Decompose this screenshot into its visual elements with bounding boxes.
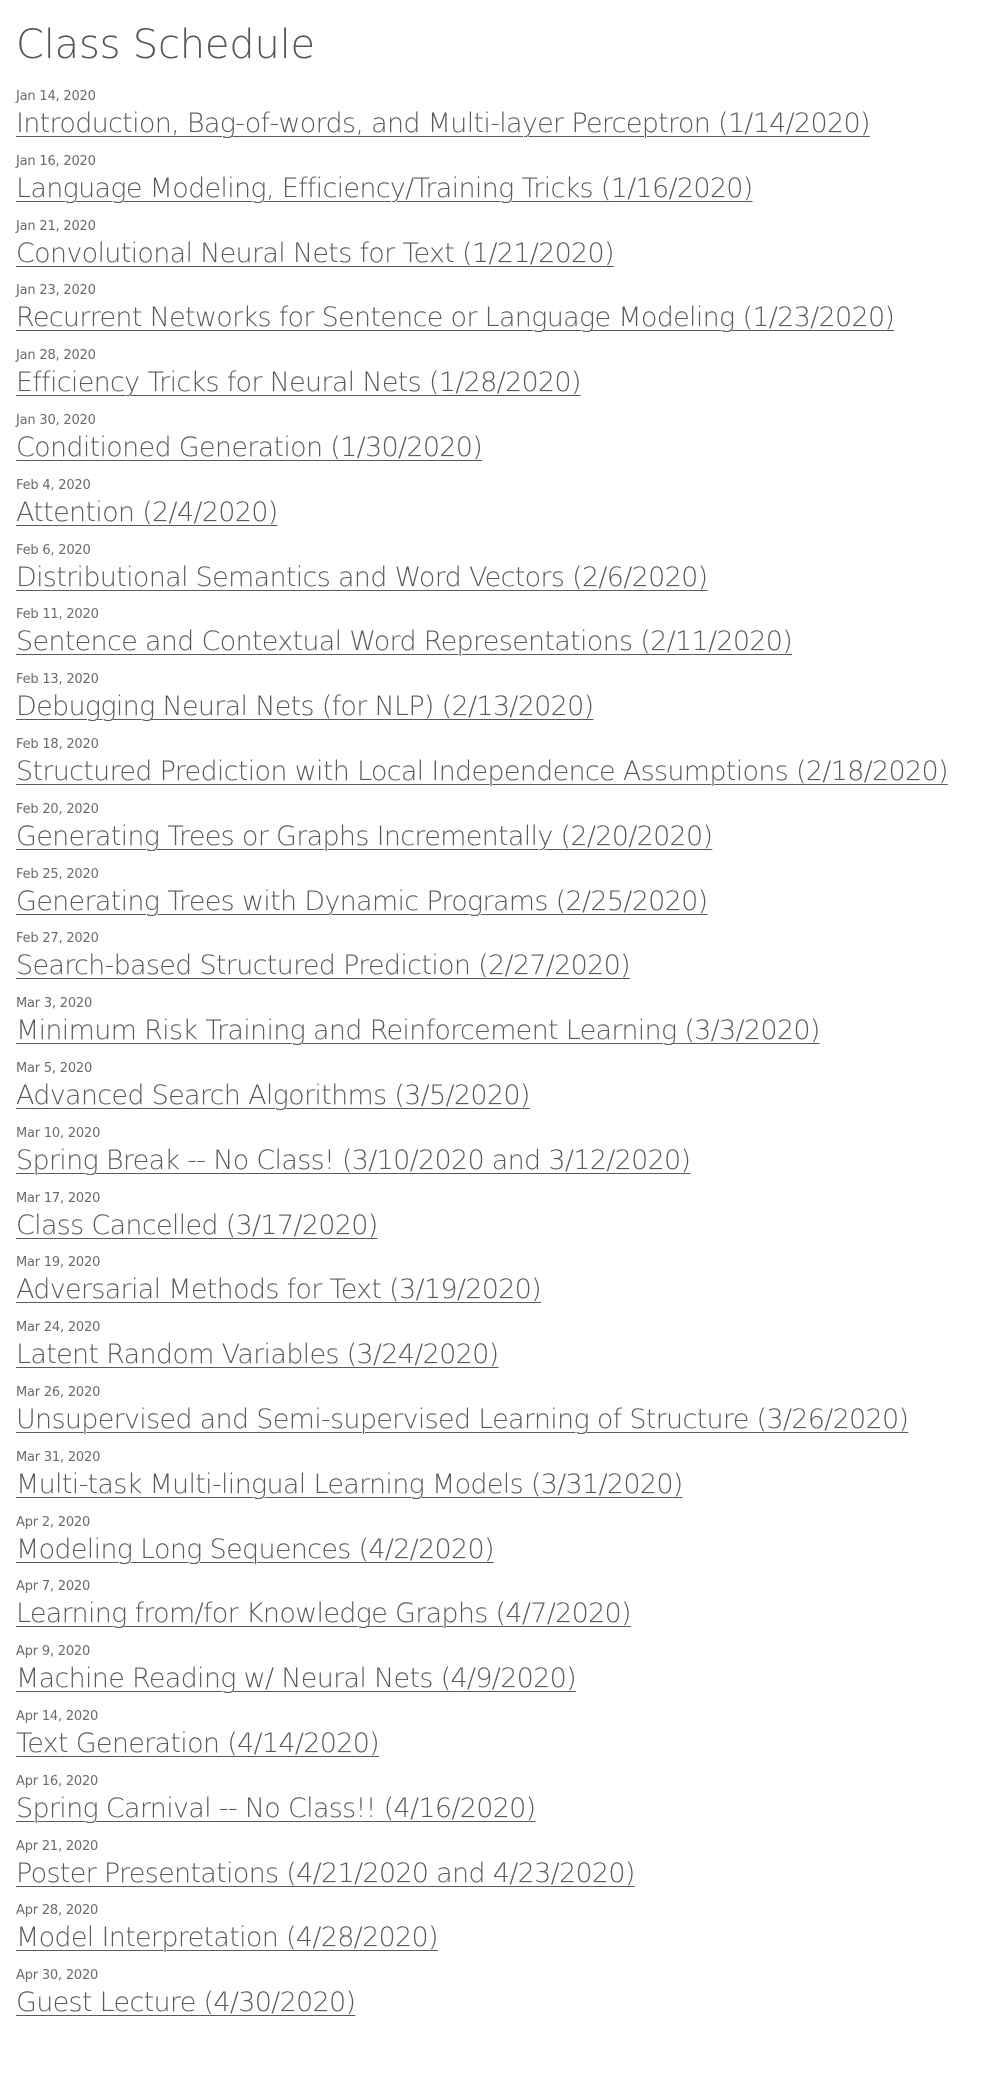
lecture-date: Apr 7, 2020 — [16, 1579, 91, 1595]
schedule-item — [16, 216, 981, 281]
lecture-date: Jan 30, 2020 — [16, 412, 96, 428]
lecture-link[interactable]: Guest Lecture (4/30/2020) — [16, 1987, 356, 2019]
lecture-link[interactable]: Debugging Neural Nets (for NLP) (2/13/2020) — [16, 691, 594, 723]
schedule-item — [16, 1252, 981, 1317]
lecture-link[interactable]: Multi-task Multi-lingual Learning Models (3/31/2020) — [16, 1468, 683, 1500]
lecture-date: Mar 3, 2020 — [16, 996, 93, 1012]
lecture-link[interactable]: Model Interpretation (4/28/2020) — [16, 1922, 438, 1954]
schedule-item — [16, 1965, 981, 2030]
lecture-link[interactable]: Spring Carnival -- No Class!! (4/16/2020) — [16, 1792, 536, 1824]
lecture-link[interactable]: Adversarial Methods for Text (3/19/2020) — [16, 1274, 541, 1306]
lecture-link[interactable]: Minimum Risk Training and Reinforcement Learning (3/3/2020) — [16, 1015, 820, 1047]
schedule-list — [16, 86, 981, 2030]
lecture-link[interactable]: Poster Presentations (4/21/2020 and 4/23/2020) — [16, 1857, 635, 1889]
lecture-date: Jan 16, 2020 — [16, 153, 96, 169]
lecture-date: Mar 31, 2020 — [16, 1449, 101, 1465]
lecture-date: Jan 14, 2020 — [16, 89, 96, 104]
lecture-date: Feb 20, 2020 — [16, 801, 99, 817]
lecture-link[interactable]: Text Generation (4/14/2020) — [16, 1727, 380, 1759]
schedule-item — [16, 410, 981, 475]
schedule-item — [16, 1447, 981, 1512]
schedule-item — [16, 1058, 981, 1123]
lecture-date: Feb 13, 2020 — [16, 672, 99, 688]
schedule-item — [16, 799, 981, 864]
schedule-item — [16, 151, 981, 216]
lecture-link[interactable]: Class Cancelled (3/17/2020) — [16, 1209, 378, 1241]
lecture-date: Mar 19, 2020 — [16, 1255, 101, 1271]
schedule-item — [16, 1771, 981, 1836]
schedule-item — [16, 1512, 981, 1577]
lecture-link[interactable]: Advanced Search Algorithms (3/5/2020) — [16, 1079, 530, 1111]
lecture-date: Jan 21, 2020 — [16, 218, 96, 234]
schedule-item — [16, 540, 981, 605]
lecture-link[interactable]: Language Modeling, Efficiency/Training Tricks (1/16/2020) — [16, 172, 753, 204]
schedule-item — [16, 475, 981, 540]
schedule-item — [16, 864, 981, 929]
lecture-link[interactable]: Conditioned Generation (1/30/2020) — [16, 431, 483, 463]
lecture-date: Apr 14, 2020 — [16, 1708, 99, 1724]
schedule-item — [16, 604, 981, 669]
lecture-link[interactable]: Convolutional Neural Nets for Text (1/21/2020) — [16, 237, 614, 269]
lecture-link[interactable]: Search-based Structured Prediction (2/27/2020) — [16, 950, 630, 982]
lecture-date: Mar 5, 2020 — [16, 1060, 93, 1076]
lecture-link[interactable]: Recurrent Networks for Sentence or Language Modeling (1/23/2020) — [16, 302, 895, 334]
lecture-link[interactable]: Efficiency Tricks for Neural Nets (1/28/2020) — [16, 367, 581, 399]
lecture-link[interactable]: Machine Reading w/ Neural Nets (4/9/2020) — [16, 1663, 576, 1695]
lecture-link[interactable]: Generating Trees with Dynamic Programs (2/25/2020) — [16, 885, 708, 917]
schedule-item — [16, 1576, 981, 1641]
schedule-item — [16, 86, 981, 151]
schedule-item — [16, 1706, 981, 1771]
lecture-date: Apr 21, 2020 — [16, 1838, 99, 1854]
lecture-date: Feb 27, 2020 — [16, 931, 99, 947]
lecture-date: Apr 2, 2020 — [16, 1514, 91, 1530]
lecture-link[interactable]: Latent Random Variables (3/24/2020) — [16, 1339, 499, 1371]
lecture-date: Feb 6, 2020 — [16, 542, 91, 558]
lecture-date: Feb 25, 2020 — [16, 866, 99, 882]
schedule-item — [16, 280, 981, 345]
lecture-link[interactable]: Unsupervised and Semi-supervised Learning of Structure (3/26/2020) — [16, 1403, 909, 1435]
lecture-date: Jan 28, 2020 — [16, 348, 96, 364]
lecture-date: Feb 18, 2020 — [16, 736, 99, 752]
lecture-date: Apr 9, 2020 — [16, 1644, 91, 1660]
lecture-link[interactable]: Learning from/for Knowledge Graphs (4/7/2020) — [16, 1598, 631, 1630]
lecture-date: Feb 11, 2020 — [16, 607, 99, 623]
lecture-link[interactable]: Introduction, Bag-of-words, and Multi-layer Perceptron (1/14/2020) — [16, 108, 870, 139]
lecture-date: Apr 30, 2020 — [16, 1968, 99, 1984]
lecture-date: Feb 4, 2020 — [16, 477, 91, 493]
lecture-link[interactable]: Modeling Long Sequences (4/2/2020) — [16, 1533, 494, 1565]
schedule-item — [16, 345, 981, 410]
lecture-link[interactable]: Sentence and Contextual Word Representations (2/11/2020) — [16, 626, 793, 658]
schedule-page — [16, 0, 981, 2030]
schedule-item — [16, 928, 981, 993]
schedule-item — [16, 734, 981, 799]
schedule-item — [16, 1900, 981, 1965]
lecture-link[interactable]: Structured Prediction with Local Independence Assumptions (2/18/2020) — [16, 755, 948, 787]
schedule-item — [16, 1836, 981, 1901]
schedule-item — [16, 1382, 981, 1447]
schedule-item — [16, 1188, 981, 1253]
schedule-item — [16, 669, 981, 734]
schedule-item — [16, 1123, 981, 1188]
lecture-date: Mar 17, 2020 — [16, 1190, 101, 1206]
lecture-date: Mar 24, 2020 — [16, 1320, 101, 1336]
schedule-item — [16, 1317, 981, 1382]
schedule-item — [16, 1641, 981, 1706]
lecture-date: Apr 16, 2020 — [16, 1773, 99, 1789]
lecture-link[interactable]: Distributional Semantics and Word Vectors (2/6/2020) — [16, 561, 708, 593]
lecture-date: Jan 23, 2020 — [16, 283, 96, 299]
page-title: Class Schedule — [16, 22, 315, 68]
lecture-link[interactable]: Generating Trees or Graphs Incrementally (2/20/2020) — [16, 820, 713, 852]
lecture-link[interactable]: Attention (2/4/2020) — [16, 496, 278, 528]
lecture-date: Mar 10, 2020 — [16, 1125, 101, 1141]
lecture-date: Mar 26, 2020 — [16, 1384, 101, 1400]
lecture-link[interactable]: Spring Break -- No Class! (3/10/2020 and 3/12/2020) — [16, 1144, 691, 1176]
schedule-item — [16, 993, 981, 1058]
lecture-date: Apr 28, 2020 — [16, 1903, 99, 1919]
